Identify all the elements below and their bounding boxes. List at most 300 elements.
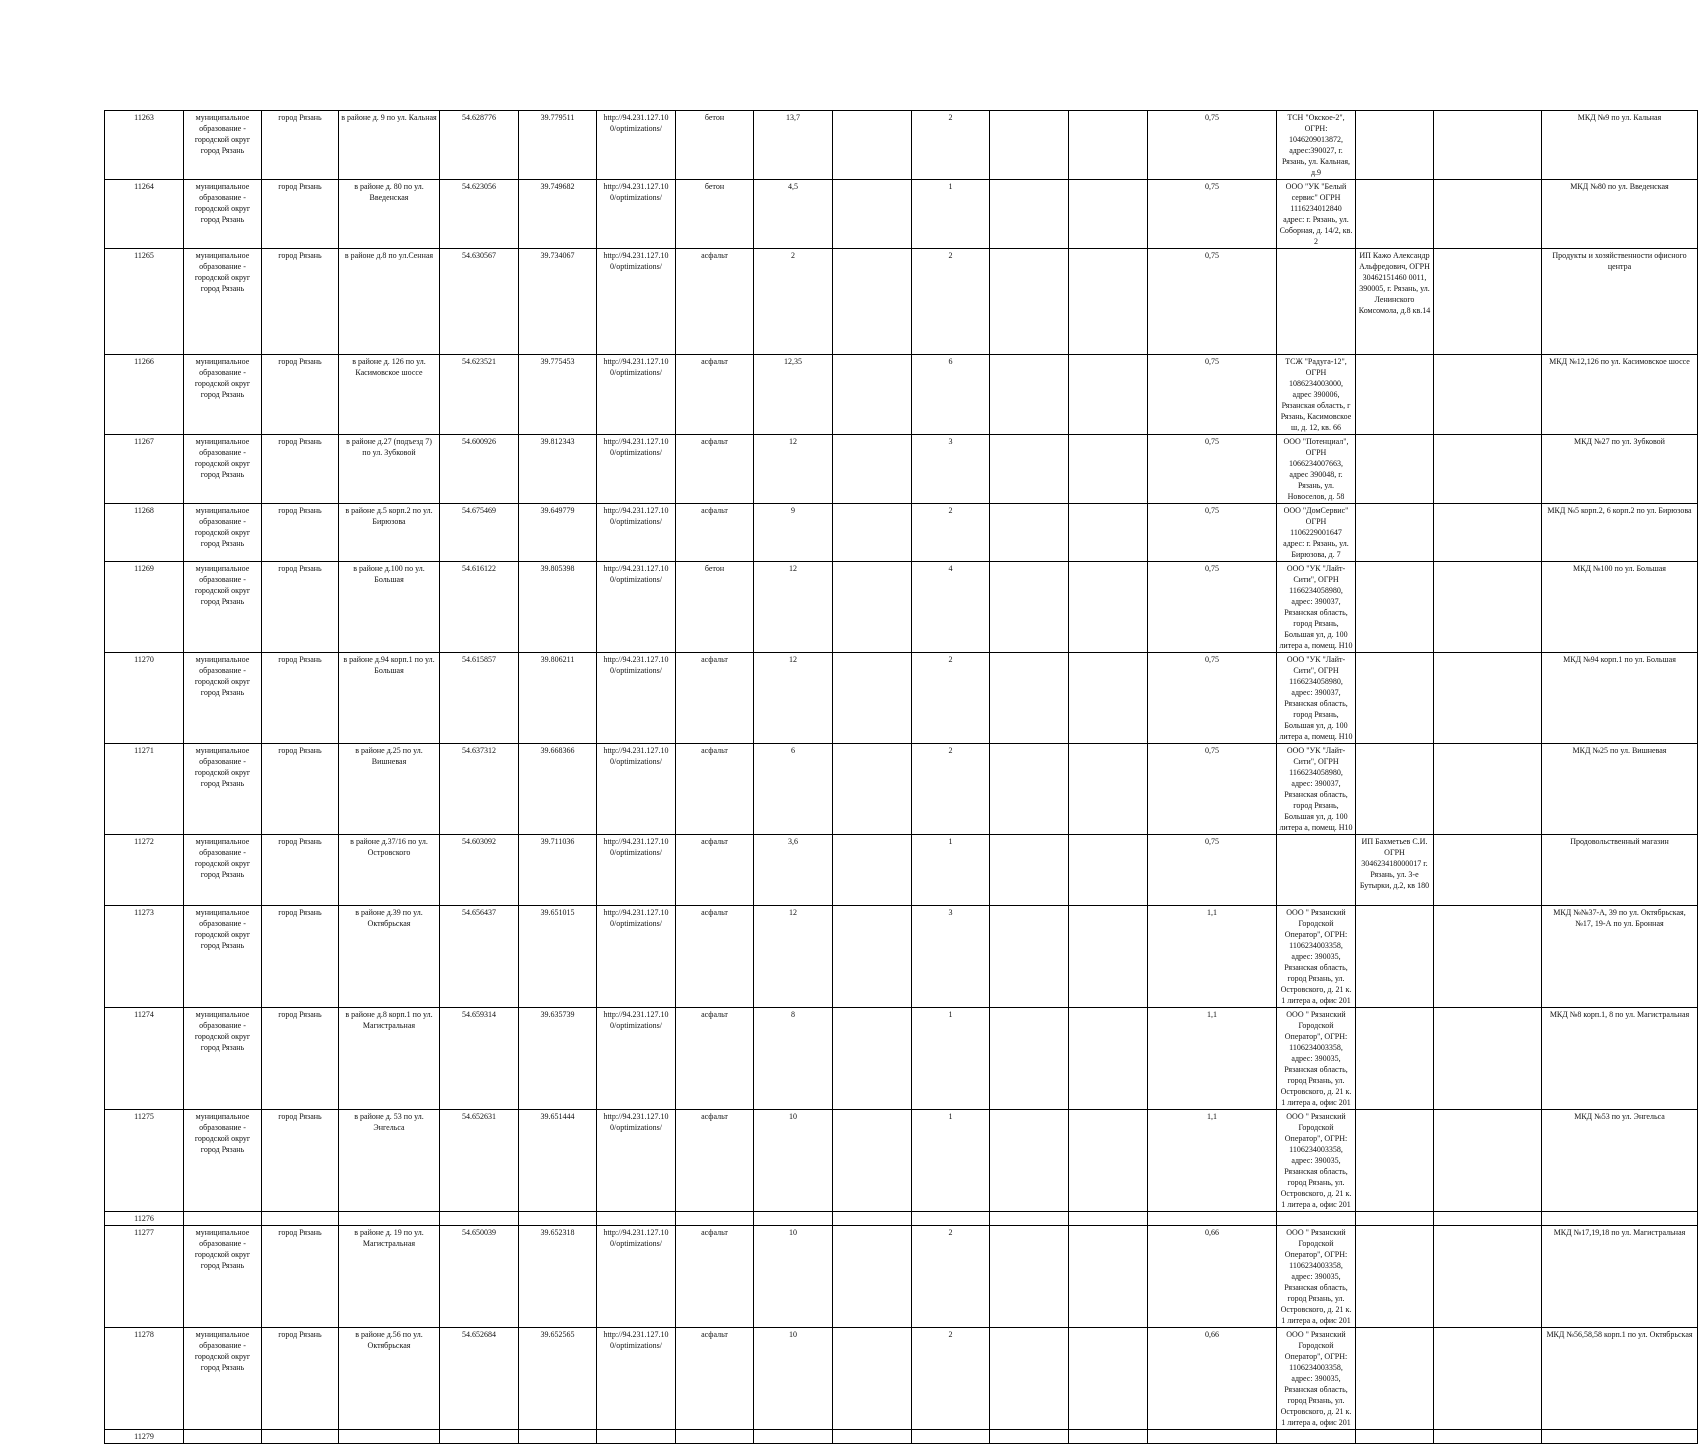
cell-area: 2	[754, 249, 833, 355]
empty-cell	[1434, 249, 1542, 355]
cell-id: 11278	[105, 1328, 184, 1430]
cell-lat: 54.675469	[440, 504, 519, 562]
empty-cell	[833, 1328, 912, 1430]
cell-surface: асфальт	[676, 1226, 754, 1328]
empty-cell	[990, 111, 1069, 180]
cell-vol: 0,66	[1148, 1226, 1277, 1328]
cell-vol: 0,75	[1148, 249, 1277, 355]
cell-lat: 54.652631	[440, 1110, 519, 1212]
cell-count: 1	[912, 1008, 990, 1110]
cell-city: город Рязань	[262, 1328, 339, 1430]
cell-lon: 39.749682	[519, 180, 597, 249]
cell-surface: асфальт	[676, 1008, 754, 1110]
cell-ind	[1356, 1226, 1434, 1328]
cell-ind	[1356, 1212, 1434, 1226]
empty-cell	[1434, 1226, 1542, 1328]
cell-loc: в районе д.94 корп.1 по ул. Большая	[339, 653, 440, 744]
cell-org: ООО "УК "Лайт-Сити", ОГРН 1166234058980, адрес: 390037, Рязанская область, город Рязань, Большая ул, д. 100 литера а, помещ. Н10	[1277, 562, 1356, 653]
cell-org	[1277, 1430, 1356, 1444]
cell-url: http://94.231.127.10 0/optimizations/	[597, 1008, 676, 1110]
cell-src: МКД №17,19,18 по ул. Магистральная	[1542, 1226, 1698, 1328]
empty-cell	[1434, 562, 1542, 653]
cell-ind	[1356, 562, 1434, 653]
cell-loc: в районе д.37/16 по ул. Островского	[339, 835, 440, 906]
cell-vol	[1148, 1212, 1277, 1226]
cell-url: http://94.231.127.10 0/optimizations/	[597, 1226, 676, 1328]
cell-org: ООО " Рязанский Городской Оператор", ОГРН: 1106234003358, адрес: 390035, Рязанская область, город Рязань, ул. Островского, д. 21 к. 1 литера а, офис 201	[1277, 1008, 1356, 1110]
cell-org: ООО "УК "Лайт-Сити", ОГРН 1166234058980, адрес: 390037, Рязанская область, город Рязань, Большая ул, д. 100 литера а, помещ. Н10	[1277, 653, 1356, 744]
cell-id: 11279	[105, 1430, 184, 1444]
empty-cell	[1434, 906, 1542, 1008]
empty-cell	[833, 653, 912, 744]
empty-cell	[990, 835, 1069, 906]
empty-cell	[833, 180, 912, 249]
cell-ind	[1356, 1008, 1434, 1110]
table-row	[105, 1008, 1698, 1110]
cell-lon: 39.805398	[519, 562, 597, 653]
cell-ind	[1356, 504, 1434, 562]
cell-count: 2	[912, 1328, 990, 1430]
cell-city: город Рязань	[262, 562, 339, 653]
cell-mun: муниципальное образование - городской округ город Рязань	[184, 249, 262, 355]
cell-city	[262, 1430, 339, 1444]
cell-surface: асфальт	[676, 835, 754, 906]
cell-count: 1	[912, 835, 990, 906]
cell-mun: муниципальное образование - городской округ город Рязань	[184, 504, 262, 562]
table-row	[105, 355, 1698, 435]
cell-mun	[184, 1212, 262, 1226]
cell-lon: 39.652318	[519, 1226, 597, 1328]
cell-area	[754, 1430, 833, 1444]
empty-cell	[833, 744, 912, 835]
cell-mun: муниципальное образование - городской округ город Рязань	[184, 435, 262, 504]
cell-area: 12	[754, 435, 833, 504]
cell-vol: 0,75	[1148, 180, 1277, 249]
empty-cell	[833, 835, 912, 906]
cell-lon: 39.668366	[519, 744, 597, 835]
cell-ind	[1356, 355, 1434, 435]
cell-id: 11275	[105, 1110, 184, 1212]
cell-org	[1277, 249, 1356, 355]
empty-cell	[990, 180, 1069, 249]
table-row	[105, 1110, 1698, 1212]
cell-src: МКД №53 по ул. Энгельса	[1542, 1110, 1698, 1212]
empty-cell	[1069, 1212, 1148, 1226]
cell-lon: 39.734067	[519, 249, 597, 355]
cell-count	[912, 1430, 990, 1444]
cell-area: 10	[754, 1328, 833, 1430]
cell-city: город Рязань	[262, 906, 339, 1008]
cell-area: 12,35	[754, 355, 833, 435]
cell-area: 3,6	[754, 835, 833, 906]
empty-cell	[833, 906, 912, 1008]
empty-cell	[833, 1008, 912, 1110]
empty-cell	[990, 1212, 1069, 1226]
empty-cell	[1434, 744, 1542, 835]
empty-cell	[833, 1430, 912, 1444]
cell-city: город Рязань	[262, 435, 339, 504]
cell-loc: в районе д.56 по ул. Октябрьская	[339, 1328, 440, 1430]
cell-lat: 54.623521	[440, 355, 519, 435]
table-row	[105, 249, 1698, 355]
cell-area: 9	[754, 504, 833, 562]
cell-id: 11274	[105, 1008, 184, 1110]
table-row	[105, 653, 1698, 744]
table-row	[105, 180, 1698, 249]
cell-lat: 54.628776	[440, 111, 519, 180]
cell-url: http://94.231.127.10 0/optimizations/	[597, 180, 676, 249]
cell-loc: в районе д.27 (подъезд 7) по ул. Зубковой	[339, 435, 440, 504]
cell-mun: муниципальное образование - городской округ город Рязань	[184, 1008, 262, 1110]
cell-vol: 1,1	[1148, 1110, 1277, 1212]
cell-surface: асфальт	[676, 744, 754, 835]
cell-mun: муниципальное образование - городской округ город Рязань	[184, 562, 262, 653]
empty-cell	[1434, 504, 1542, 562]
cell-src: МКД №9 по ул. Кальная	[1542, 111, 1698, 180]
cell-lat: 54.659314	[440, 1008, 519, 1110]
cell-area	[754, 1212, 833, 1226]
cell-url	[597, 1430, 676, 1444]
cell-src	[1542, 1430, 1698, 1444]
table-row	[105, 1212, 1698, 1226]
cell-src: МКД №80 по ул. Введенская	[1542, 180, 1698, 249]
cell-src: МКД №12,126 по ул. Касимовское шоссе	[1542, 355, 1698, 435]
cell-area: 13,7	[754, 111, 833, 180]
cell-id: 11265	[105, 249, 184, 355]
cell-url	[597, 1212, 676, 1226]
cell-lat: 54.630567	[440, 249, 519, 355]
cell-city: город Рязань	[262, 504, 339, 562]
cell-loc: в районе д. 80 по ул. Введенская	[339, 180, 440, 249]
cell-url: http://94.231.127.10 0/optimizations/	[597, 111, 676, 180]
cell-id: 11272	[105, 835, 184, 906]
empty-cell	[1069, 180, 1148, 249]
cell-count: 1	[912, 1110, 990, 1212]
cell-url: http://94.231.127.10 0/optimizations/	[597, 249, 676, 355]
empty-cell	[1069, 744, 1148, 835]
cell-surface: бетон	[676, 111, 754, 180]
cell-ind	[1356, 1430, 1434, 1444]
cell-lon: 39.812343	[519, 435, 597, 504]
empty-cell	[1434, 653, 1542, 744]
empty-cell	[833, 504, 912, 562]
empty-cell	[1069, 562, 1148, 653]
cell-org: ООО " Рязанский Городской Оператор", ОГРН: 1106234003358, адрес: 390035, Рязанская область, город Рязань, ул. Островского, д. 21 к. 1 литера а, офис 201	[1277, 1110, 1356, 1212]
cell-mun: муниципальное образование - городской округ город Рязань	[184, 835, 262, 906]
cell-city: город Рязань	[262, 744, 339, 835]
empty-cell	[1069, 1008, 1148, 1110]
empty-cell	[1069, 355, 1148, 435]
cell-city: город Рязань	[262, 835, 339, 906]
cell-vol: 0,75	[1148, 835, 1277, 906]
cell-loc	[339, 1430, 440, 1444]
cell-ind	[1356, 435, 1434, 504]
registry-table	[104, 110, 1698, 1444]
empty-cell	[1069, 111, 1148, 180]
cell-count: 2	[912, 653, 990, 744]
cell-count: 2	[912, 504, 990, 562]
empty-cell	[1434, 835, 1542, 906]
cell-lon: 39.711036	[519, 835, 597, 906]
cell-count: 3	[912, 435, 990, 504]
cell-org: ООО " Рязанский Городской Оператор", ОГРН: 1106234003358, адрес: 390035, Рязанская область, город Рязань, ул. Островского, д. 21 к. 1 литера а, офис 201	[1277, 1328, 1356, 1430]
cell-ind	[1356, 180, 1434, 249]
cell-url: http://94.231.127.10 0/optimizations/	[597, 355, 676, 435]
cell-area: 6	[754, 744, 833, 835]
empty-cell	[990, 504, 1069, 562]
cell-lon	[519, 1430, 597, 1444]
cell-src: МКД №27 по ул. Зубковой	[1542, 435, 1698, 504]
cell-area: 12	[754, 562, 833, 653]
empty-cell	[990, 906, 1069, 1008]
cell-surface: асфальт	[676, 504, 754, 562]
cell-vol	[1148, 1430, 1277, 1444]
empty-cell	[990, 435, 1069, 504]
empty-cell	[1069, 906, 1148, 1008]
empty-cell	[990, 1008, 1069, 1110]
cell-area: 4,5	[754, 180, 833, 249]
cell-vol: 0,75	[1148, 562, 1277, 653]
table-row	[105, 906, 1698, 1008]
cell-city: город Рязань	[262, 180, 339, 249]
cell-src	[1542, 1212, 1698, 1226]
cell-id: 11269	[105, 562, 184, 653]
cell-org: ООО " Рязанский Городской Оператор", ОГРН: 1106234003358, адрес: 390035, Рязанская область, город Рязань, ул. Островского, д. 21 к. 1 литера а, офис 201	[1277, 906, 1356, 1008]
cell-url: http://94.231.127.10 0/optimizations/	[597, 562, 676, 653]
empty-cell	[990, 744, 1069, 835]
cell-mun: муниципальное образование - городской округ город Рязань	[184, 1226, 262, 1328]
cell-org: ООО "Потенциал", ОГРН 1066234007663, адрес 390048, г. Рязань, ул. Новоселов, д. 58	[1277, 435, 1356, 504]
cell-src: МКД №94 корп.1 по ул. Большая	[1542, 653, 1698, 744]
cell-url: http://94.231.127.10 0/optimizations/	[597, 906, 676, 1008]
cell-mun: муниципальное образование - городской округ город Рязань	[184, 744, 262, 835]
table-row	[105, 562, 1698, 653]
cell-org: ООО "ДомСервис" ОГРН 1106229001647 адрес: г. Рязань, ул. Бирюзова, д. 7	[1277, 504, 1356, 562]
cell-org: ООО "УК "Лайт-Сити", ОГРН 1166234058980, адрес: 390037, Рязанская область, город Рязань, Большая ул, д. 100 литера а, помещ. Н10	[1277, 744, 1356, 835]
cell-count: 6	[912, 355, 990, 435]
cell-org	[1277, 1212, 1356, 1226]
cell-surface: асфальт	[676, 906, 754, 1008]
empty-cell	[990, 562, 1069, 653]
table-row	[105, 435, 1698, 504]
cell-url: http://94.231.127.10 0/optimizations/	[597, 1328, 676, 1430]
empty-cell	[1434, 355, 1542, 435]
cell-surface: асфальт	[676, 355, 754, 435]
cell-ind	[1356, 1328, 1434, 1430]
cell-lat: 54.650039	[440, 1226, 519, 1328]
empty-cell	[1069, 1110, 1148, 1212]
cell-vol: 0,66	[1148, 1328, 1277, 1430]
cell-mun: муниципальное образование - городской округ город Рязань	[184, 355, 262, 435]
cell-url: http://94.231.127.10 0/optimizations/	[597, 835, 676, 906]
cell-area: 12	[754, 906, 833, 1008]
cell-loc: в районе д. 53 по ул. Энгельса	[339, 1110, 440, 1212]
cell-city: город Рязань	[262, 1110, 339, 1212]
cell-city: город Рязань	[262, 653, 339, 744]
table-row	[105, 744, 1698, 835]
cell-org: ТСЖ "Радуга-12", ОГРН 1086234003000, адрес 390006, Рязанская область, г Рязань, Касимовское ш, д. 12, кв. 66	[1277, 355, 1356, 435]
cell-area: 12	[754, 653, 833, 744]
cell-src: Продовольственный магазин	[1542, 835, 1698, 906]
empty-cell	[1069, 249, 1148, 355]
table-row	[105, 111, 1698, 180]
cell-src: МКД №25 по ул. Вишневая	[1542, 744, 1698, 835]
cell-lat: 54.656437	[440, 906, 519, 1008]
cell-lat: 54.623056	[440, 180, 519, 249]
empty-cell	[1434, 1430, 1542, 1444]
cell-lon: 39.652565	[519, 1328, 597, 1430]
cell-vol: 1,1	[1148, 906, 1277, 1008]
cell-ind	[1356, 906, 1434, 1008]
cell-url: http://94.231.127.10 0/optimizations/	[597, 435, 676, 504]
cell-lon: 39.635739	[519, 1008, 597, 1110]
cell-vol: 0,75	[1148, 653, 1277, 744]
empty-cell	[833, 111, 912, 180]
cell-loc: в районе д. 9 по ул. Кальная	[339, 111, 440, 180]
empty-cell	[1434, 435, 1542, 504]
cell-lat: 54.616122	[440, 562, 519, 653]
cell-lon: 39.651015	[519, 906, 597, 1008]
cell-id: 11276	[105, 1212, 184, 1226]
cell-lon: 39.651444	[519, 1110, 597, 1212]
cell-org: ТСН "Окское-2", ОГРН: 1046209013872, адрес:390027, г. Рязань, ул. Кальная, д.9	[1277, 111, 1356, 180]
cell-lat: 54.637312	[440, 744, 519, 835]
empty-cell	[990, 355, 1069, 435]
cell-lat	[440, 1212, 519, 1226]
empty-cell	[833, 562, 912, 653]
cell-surface: асфальт	[676, 249, 754, 355]
cell-vol: 0,75	[1148, 504, 1277, 562]
cell-city: город Рязань	[262, 111, 339, 180]
empty-cell	[833, 355, 912, 435]
cell-loc: в районе д.100 по ул. Большая	[339, 562, 440, 653]
cell-city: город Рязань	[262, 355, 339, 435]
cell-lon: 39.779511	[519, 111, 597, 180]
cell-url: http://94.231.127.10 0/optimizations/	[597, 504, 676, 562]
cell-src: МКД №56,58,58 корп.1 по ул. Октябрьская	[1542, 1328, 1698, 1430]
empty-cell	[1069, 1226, 1148, 1328]
empty-cell	[1434, 180, 1542, 249]
empty-cell	[1069, 1430, 1148, 1444]
empty-cell	[1069, 1328, 1148, 1430]
cell-lon: 39.649779	[519, 504, 597, 562]
cell-id: 11268	[105, 504, 184, 562]
cell-count: 2	[912, 111, 990, 180]
cell-count: 2	[912, 1226, 990, 1328]
table-body	[105, 111, 1698, 1444]
cell-ind	[1356, 1110, 1434, 1212]
cell-mun: муниципальное образование - городской округ город Рязань	[184, 906, 262, 1008]
table-row	[105, 835, 1698, 906]
cell-area: 8	[754, 1008, 833, 1110]
cell-count: 2	[912, 249, 990, 355]
empty-cell	[1069, 653, 1148, 744]
cell-loc: в районе д.5 корп.2 по ул. Бирюзова	[339, 504, 440, 562]
empty-cell	[990, 1430, 1069, 1444]
empty-cell	[1434, 111, 1542, 180]
table-row	[105, 1328, 1698, 1430]
table-row	[105, 1226, 1698, 1328]
cell-org: ООО " Рязанский Городской Оператор", ОГРН: 1106234003358, адрес: 390035, Рязанская область, город Рязань, ул. Островского, д. 21 к. 1 литера а, офис 201	[1277, 1226, 1356, 1328]
empty-cell	[833, 435, 912, 504]
empty-cell	[1069, 504, 1148, 562]
cell-surface: бетон	[676, 180, 754, 249]
empty-cell	[990, 249, 1069, 355]
cell-surface: асфальт	[676, 1328, 754, 1430]
cell-area: 10	[754, 1110, 833, 1212]
cell-src: МКД №8 корп.1, 8 по ул. Магистральная	[1542, 1008, 1698, 1110]
cell-src: Продукты и хозяйственности офисного центра	[1542, 249, 1698, 355]
empty-cell	[1069, 835, 1148, 906]
cell-surface: бетон	[676, 562, 754, 653]
cell-lat: 54.652684	[440, 1328, 519, 1430]
cell-loc: в районе д.25 по ул. Вишневая	[339, 744, 440, 835]
cell-ind: ИП Бахметьев С.И. ОГРН 304623418000017 г. Рязань, ул. 3-е Бутырки, д.2, кв 180	[1356, 835, 1434, 906]
cell-mun	[184, 1430, 262, 1444]
cell-mun: муниципальное образование - городской округ город Рязань	[184, 653, 262, 744]
cell-surface: асфальт	[676, 435, 754, 504]
empty-cell	[990, 1328, 1069, 1430]
cell-ind	[1356, 653, 1434, 744]
cell-loc: в районе д. 126 по ул. Касимовское шоссе	[339, 355, 440, 435]
cell-city: город Рязань	[262, 249, 339, 355]
cell-lat	[440, 1430, 519, 1444]
table-row	[105, 1430, 1698, 1444]
cell-ind: ИП Кажо Александр Альфредович, ОГРН 30462151460 0011, 390005, г. Рязань, ул. Ленинского Комсомола, д.8 кв.14	[1356, 249, 1434, 355]
cell-count: 1	[912, 180, 990, 249]
cell-id: 11277	[105, 1226, 184, 1328]
cell-url: http://94.231.127.10 0/optimizations/	[597, 744, 676, 835]
cell-city	[262, 1212, 339, 1226]
cell-src: МКД №100 по ул. Большая	[1542, 562, 1698, 653]
cell-loc: в районе д.8 по ул.Сенная	[339, 249, 440, 355]
cell-org: ООО "УК "Белый сервис" ОГРН 1116234012840 адрес: г. Рязань, ул. Соборная, д. 14/2, кв. 2	[1277, 180, 1356, 249]
cell-vol: 0,75	[1148, 111, 1277, 180]
cell-mun: муниципальное образование - городской округ город Рязань	[184, 1110, 262, 1212]
cell-id: 11273	[105, 906, 184, 1008]
cell-url: http://94.231.127.10 0/optimizations/	[597, 1110, 676, 1212]
cell-surface: асфальт	[676, 1110, 754, 1212]
cell-lat: 54.603092	[440, 835, 519, 906]
cell-vol: 1,1	[1148, 1008, 1277, 1110]
empty-cell	[990, 1226, 1069, 1328]
empty-cell	[1434, 1110, 1542, 1212]
cell-id: 11263	[105, 111, 184, 180]
empty-cell	[833, 249, 912, 355]
cell-ind	[1356, 744, 1434, 835]
cell-lat: 54.600926	[440, 435, 519, 504]
cell-loc: в районе д.39 по ул. Октябрьская	[339, 906, 440, 1008]
cell-mun: муниципальное образование - городской округ город Рязань	[184, 180, 262, 249]
cell-area: 10	[754, 1226, 833, 1328]
cell-count	[912, 1212, 990, 1226]
empty-cell	[1069, 435, 1148, 504]
cell-count: 2	[912, 744, 990, 835]
cell-mun: муниципальное образование - городской округ город Рязань	[184, 111, 262, 180]
cell-surface	[676, 1212, 754, 1226]
cell-city: город Рязань	[262, 1226, 339, 1328]
cell-url: http://94.231.127.10 0/optimizations/	[597, 653, 676, 744]
cell-vol: 0,75	[1148, 355, 1277, 435]
cell-lon: 39.775453	[519, 355, 597, 435]
empty-cell	[1434, 1212, 1542, 1226]
cell-vol: 0,75	[1148, 744, 1277, 835]
cell-id: 11264	[105, 180, 184, 249]
empty-cell	[833, 1212, 912, 1226]
cell-src: МКД №№37-А, 39 по ул. Октябрьская, №17, 19-А по ул. Бронная	[1542, 906, 1698, 1008]
cell-mun: муниципальное образование - городской округ город Рязань	[184, 1328, 262, 1430]
cell-vol: 0,75	[1148, 435, 1277, 504]
